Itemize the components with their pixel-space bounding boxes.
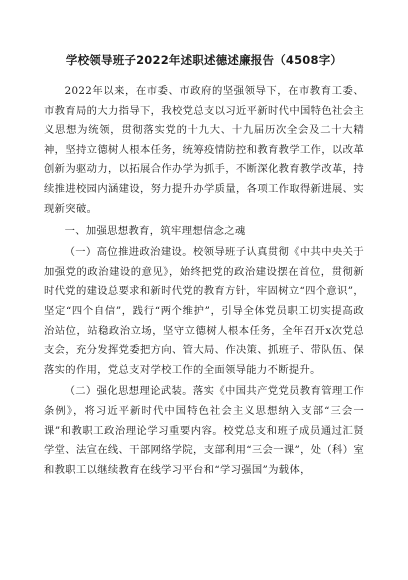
intro-paragraph: 2022年以来，在市委、市政府的坚强领导下，在市教育工委、市教育局的大力指导下，我校党总支以习近平新时代中国特色社会主义思想为统领，贯彻落实党的十九大、十九届历次全会及二十大精神，坚持立德树人根本任务，统筹疫情防控和教育教学工作，以改革创新为驱动力，以拓展合作办学为抓手，不断深化教育教学改革，持续推进校园内涵建设，努力提升办学质量，各项工作取得新进展、实现新突破。: [44, 85, 364, 215]
subsection-paragraph-1: （一）高位推进政治建设。校领导班子认真贯彻《中共中央关于加强党的政治建设的意见》，始终把党的政治建设摆在首位，贯彻新时代党的建设总要求和新时代党的教育方针，牢固树立“四个意识”，坚定“四个自信”，践行“两个维护”，引导全体党员职工切实提高政治站位，站稳政治立场，坚守立德树人根本任务，全年召开x次党总支会，充分发挥党委把方向、管大局、作决策、抓班子、带队伍、保落实的作用，党总支对学校工作的全面领导能力不断提升。: [44, 246, 364, 376]
section-heading-1: 一、加强思想教育，筑牢理想信念之魂: [64, 225, 246, 238]
document-title: 学校领导班子2022年述职述德述廉报告（4508字）: [65, 53, 343, 67]
subsection-paragraph-2: （二）强化思想理论武装。落实《中国共产党党员教育管理工作条例》，将习近平新时代中国特色社会主义思想纳入支部“三会一课”和教职工政治理论学习重要内容。校党总支和班子成员通过汇贤学堂、法宣在线、干部网络学院，支部利用“三会一课”，处（科）室和教职工以继续教育在线学习平台和“学习强国”为载体，: [44, 385, 364, 476]
